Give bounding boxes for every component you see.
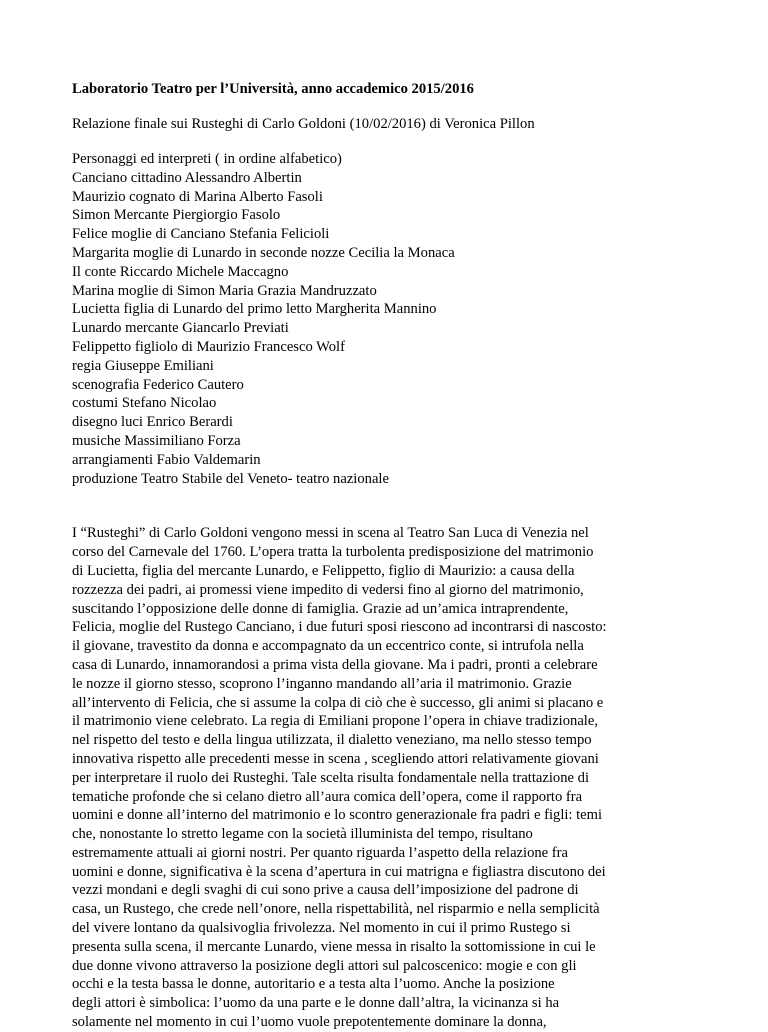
document-page [72, 80, 702, 1032]
cast-entry: produzione Teatro Stabile del Veneto- teatro nazionale [72, 470, 389, 487]
body-line: estremamente attuali ai giorni nostri. Per quanto riguarda l’aspetto della relazione fra [72, 844, 568, 861]
cast-entry: costumi Stefano Nicolao [72, 395, 217, 412]
body-line: vezzi mondani e degli svaghi di cui sono prive a causa dell’imposizione del padrone di [72, 882, 579, 899]
cast-entry: Lucietta figlia di Lunardo del primo letto Margherita Mannino [72, 301, 437, 318]
body-line: corso del Carnevale del 1760. L’opera tratta la turbolenta predisposizione del matrimonio [72, 544, 594, 561]
body-line: per interpretare il ruolo dei Rusteghi. Tale scelta risulta fondamentale nella trattazione di [72, 769, 589, 786]
cast-entry: Margarita moglie di Lunardo in seconde nozze Cecilia la Monaca [72, 244, 455, 261]
body-line: rozzezza dei padri, ai promessi viene impedito di vedersi fino al giorno del matrimonio, [72, 581, 584, 598]
cast-heading: Personaggi ed interpreti ( in ordine alfabetico) [72, 151, 342, 167]
body-line: tematiche profonde che si celano dietro all’aura comica dell’opera, come il rapporto fra [72, 788, 583, 805]
body-line: il matrimonio viene celebrato. La regia di Emiliani propone l’opera in chiave tradizionale, [72, 713, 598, 730]
cast-entry: Felice moglie di Canciano Stefania Felicioli [72, 226, 330, 243]
body-line: all’intervento di Felicia, che si assume la colpa di ciò che è successo, gli animi si placano e [72, 694, 604, 711]
body-line: occhi e la testa bassa le donne, autoritario e a testa alta l’uomo. Anche la posizione [72, 976, 555, 993]
cast-entry: Maurizio cognato di Marina Alberto Fasoli [72, 188, 323, 205]
cast-entry: regia Giuseppe Emiliani [72, 357, 214, 374]
body-line: presenta sulla scena, il mercante Lunardo, viene messa in risalto la sottomissione in cui le [72, 938, 596, 955]
body-line: uomini e donne, significativa è la scena d’apertura in cui matrigna e figliastra discutono dei [72, 863, 606, 880]
cast-list [72, 150, 702, 488]
body-line: che, nonostante lo stretto legame con la società illuminista del tempo, risultano [72, 826, 533, 843]
cast-entry: Simon Mercante Piergiorgio Fasolo [72, 207, 281, 224]
cast-entry: arrangiamenti Fabio Valdemarin [72, 451, 261, 468]
cast-entry: musiche Massimiliano Forza [72, 432, 241, 449]
body-line: le nozze il giorno stesso, scoprono l’inganno mandando all’aria il matrimonio. Grazie [72, 675, 572, 692]
body-line: innovativa rispetto alle precedenti messe in scena , scegliendo attori relativamente giovani [72, 750, 599, 767]
cast-entry: Felippetto figliolo di Maurizio Francesco Wolf [72, 338, 345, 355]
body-line: uomini e donne all’interno del matrimonio e lo scontro generazionale fra padri e figli: temi [72, 807, 603, 824]
cast-entry: Canciano cittadino Alessandro Albertin [72, 169, 302, 186]
body-line: il giovane, travestito da donna e accompagnato da un eccentrico conte, si intrufola nella [72, 638, 584, 655]
body-line: del vivere lontano da qualsivoglia frivolezza. Nel momento in cui il primo Rustego si [72, 920, 571, 937]
cast-entry: scenografia Federico Cautero [72, 376, 244, 393]
body-line: degli attori è simbolica: l’uomo da una parte e le donne dall’altra, la vicinanza si ha [72, 995, 560, 1012]
body-line: di Lucietta, figlia del mercante Lunardo, e Felippetto, figlio di Maurizio: a causa della [72, 562, 575, 579]
cast-entry: Marina moglie di Simon Maria Grazia Mandruzzato [72, 282, 377, 299]
document-title: Laboratorio Teatro per l’Università, anno accademico 2015/2016 [72, 81, 474, 97]
cast-entry: Lunardo mercante Giancarlo Previati [72, 320, 289, 337]
body-line: I “Rusteghi” di Carlo Goldoni vengono messi in scena al Teatro San Luca di Venezia nel [72, 525, 589, 542]
body-paragraph [72, 524, 702, 1032]
body-line: due donne vivono attraverso la posizione degli attori sul palcoscenico: mogie e con gli [72, 957, 577, 974]
body-line: casa, un Rustego, che crede nell’onore, nella rispettabilità, nel risparmio e nella semplicità [72, 901, 600, 918]
cast-entry: Il conte Riccardo Michele Maccagno [72, 263, 289, 280]
cast-entry: disegno luci Enrico Berardi [72, 414, 233, 431]
body-line: casa di Lunardo, innamorandosi a prima vista della giovane. Ma i padri, pronti a celebrare [72, 656, 598, 673]
body-line: nel rispetto del testo e della lingua utilizzata, il dialetto veneziano, ma nello stesso tempo [72, 732, 592, 749]
body-line: solamente nel momento in cui l’uomo vuole prepotentemente dominare la donna, [72, 1014, 547, 1031]
document-subtitle: Relazione finale sui Rusteghi di Carlo Goldoni (10/02/2016) di Veronica Pillon [72, 116, 535, 132]
body-line: suscitando l’opposizione delle donne di famiglia. Grazie ad un’amica intraprendente, [72, 600, 569, 617]
body-line: Felicia, moglie del Rustego Canciano, i due futuri sposi riescono ad incontrarsi di nascosto: [72, 619, 607, 636]
